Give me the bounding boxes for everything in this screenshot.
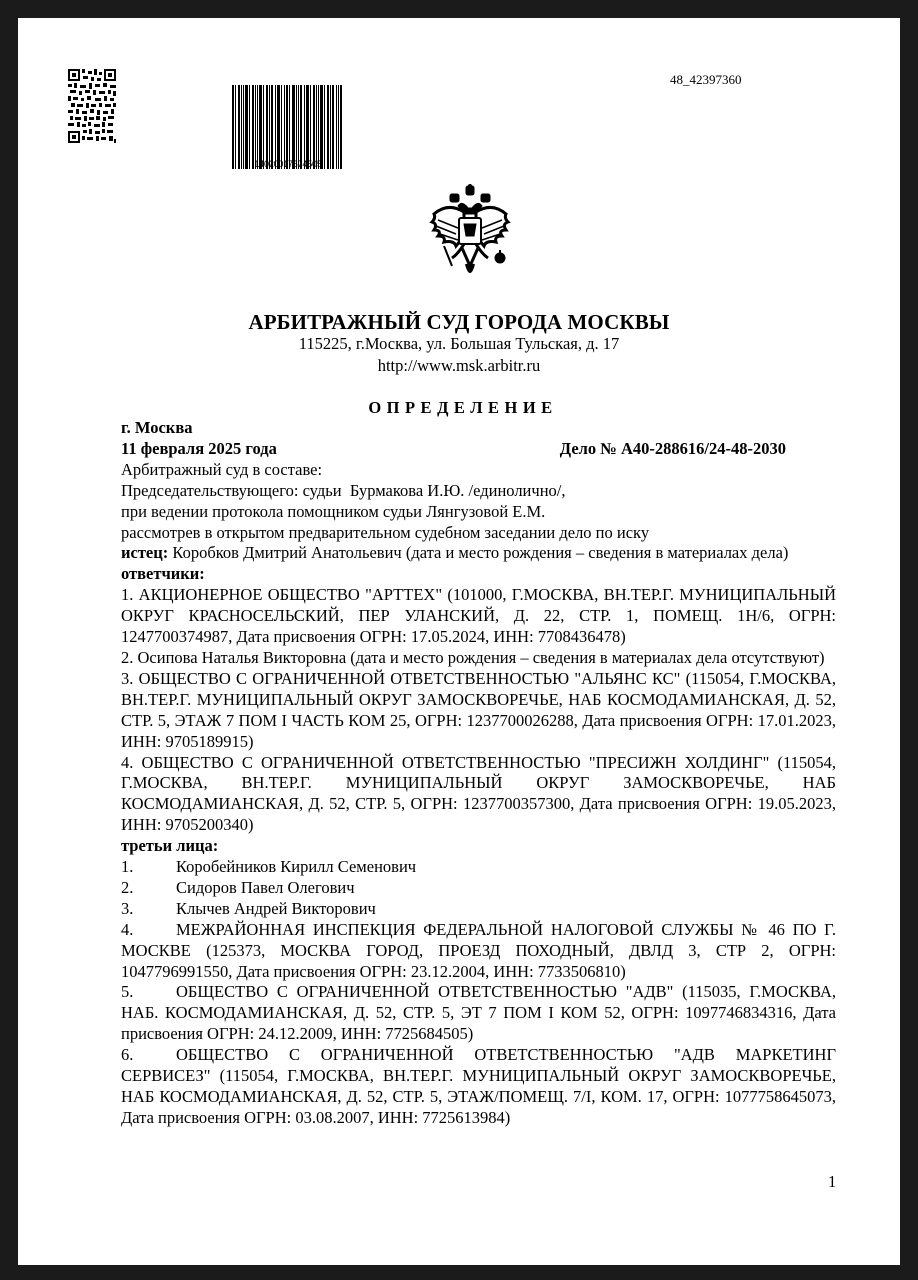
plaintiff-text: Коробков Дмитрий Анатольевич (дата и место рождения – сведения в материалах дела) xyxy=(168,543,789,563)
defendant-item: 1. АКЦИОНЕРНОЕ ОБЩЕСТВО "АРТТЕХ" (101000, Г.МОСКВА, ВН.ТЕР.Г. МУНИЦИПАЛЬНЫЙ ОКРУГ КРАСНОСЕЛЬСКИЙ, ПЕР УЛАНСКИЙ, Д. 22, СТР. 1, ПОМЕЩ. 1Н/6, ОГРН: 1247700374987, Дата присвоения ОГРН: 17.05.2024, ИНН: 7708436478) xyxy=(121,585,836,647)
document-id: 48_42397360 xyxy=(670,72,742,87)
protocol-clerk: при ведении протокола помощником судьи Лянгузовой Е.М. xyxy=(121,501,546,521)
qr-code-icon xyxy=(68,69,116,143)
court-website: http://www.msk.arbitr.ru xyxy=(377,356,541,375)
third-parties-label: третьи лица: xyxy=(121,836,219,856)
third-party-item: 3. Клычев Андрей Викторович xyxy=(121,898,376,918)
document-type: ОПРЕДЕЛЕНИЕ xyxy=(368,398,558,417)
page-number: 1 xyxy=(828,1172,837,1191)
court-title: АРБИТРАЖНЫЙ СУД ГОРОДА МОСКВЫ xyxy=(248,310,670,334)
plaintiff-label: истец: xyxy=(121,543,169,563)
court-address: 115225, г.Москва, ул. Большая Тульская, д. 17 xyxy=(298,334,620,353)
plaintiff xyxy=(121,543,836,564)
defendant-item: 3. ОБЩЕСТВО С ОГРАНИЧЕННОЙ ОТВЕТСТВЕННОСТЬЮ "АЛЬЯНС КС" (115054, Г.МОСКВА, ВН.ТЕР.Г. МУНИЦИПАЛЬНЫЙ ОКРУГ ЗАМОСКВОРЕЧЬЕ, НАБ КОСМОДАМИАНСКАЯ, Д. 52, СТР. 5, ЭТАЖ 7 ПОМ I ЧАСТЬ КОМ 25, ОГРН: 1237700026288, Дата присвоения ОГРН: 17.01.2023, ИНН: 9705189915) xyxy=(121,668,836,751)
presiding-judge: Председательствующего: судьи Бурмакова И.Ю. /единолично/, xyxy=(121,480,566,500)
defendant-item: 4. ОБЩЕСТВО С ОГРАНИЧЕННОЙ ОТВЕТСТВЕННОСТЬЮ "ПРЕСИЖН ХОЛДИНГ" (115054, Г.МОСКВА, ВН.ТЕР.Г. МУНИЦИПАЛЬНЫЙ ОКРУГ ЗАМОСКВОРЕЧЬЕ, НАБ КОСМОДАМИАНСКАЯ, Д. 52, СТР. 5, ОГРН: 1237700357300, Дата присвоения ОГРН: 19.05.2023, ИНН: 9705200340) xyxy=(121,752,836,835)
third-party-item: 1. Коробейников Кирилл Семенович xyxy=(121,857,417,877)
document-date: 11 февраля 2025 года xyxy=(121,438,277,458)
third-party-item: 5. ОБЩЕСТВО С ОГРАНИЧЕННОЙ ОТВЕТСТВЕННОСТЬЮ "АДВ" (115035, Г.МОСКВА, НАБ. КОСМОДАМИАНСКАЯ, Д. 52, СТР. 5, ЭТ 7 ПОМ I КОМ 52, ОГРН: 1097746834316, Дата присвоения ОГРН: 24.12.2009, ИНН: 7725684505) xyxy=(121,982,836,1044)
defendant-item: 2. Осипова Наталья Викторовна (дата и место рождения – сведения в материалах дела отсутствуют) xyxy=(121,647,825,667)
coat-of-arms-icon xyxy=(428,184,512,286)
document-page xyxy=(18,18,900,1265)
date-case-row xyxy=(121,439,836,460)
case-number: Дело № А40-288616/24-48-2030 xyxy=(559,438,786,458)
third-party-item: 2. Сидоров Павел Олегович xyxy=(121,877,355,897)
city: г. Москва xyxy=(121,418,193,437)
document-body xyxy=(121,418,836,1129)
barcode-number: 14020017574505 xyxy=(254,159,322,169)
court-composition: Арбитражный суд в составе: xyxy=(121,459,323,479)
third-party-item: 6. ОБЩЕСТВО С ОГРАНИЧЕННОЙ ОТВЕТСТВЕННОСТЬЮ "АДВ МАРКЕТИНГ СЕРВИСЕЗ" (115054, Г.МОСКВА, ВН.ТЕР.Г. МУНИЦИПАЛЬНЫЙ ОКРУГ ЗАМОСКВОРЕЧЬЕ, НАБ КОСМОДАМИАНСКАЯ, Д. 52, СТР. 5, ЭТАЖ/ПОМЕЩ. 7/I, КОМ. 17, ОГРН: 1077758645073, Дата присвоения ОГРН: 03.08.2007, ИНН: 7725613984) xyxy=(121,1045,836,1127)
barcode-icon xyxy=(232,85,342,169)
third-party-item: 4. МЕЖРАЙОННАЯ ИНСПЕКЦИЯ ФЕДЕРАЛЬНОЙ НАЛОГОВОЙ СЛУЖБЫ № 46 ПО Г. МОСКВЕ (125373, МОСКВА ГОРОД, ПРОЕЗД ПОХОДНЫЙ, ДВЛД 3, СТР 2, ОГРН: 1047796991550, Дата присвоения ОГРН: 23.12.2004, ИНН: 7733506810) xyxy=(121,919,836,981)
considering-text: рассмотрев в открытом предварительном судебном заседании дело по иску xyxy=(121,522,650,542)
defendants-label: ответчики: xyxy=(121,564,205,584)
